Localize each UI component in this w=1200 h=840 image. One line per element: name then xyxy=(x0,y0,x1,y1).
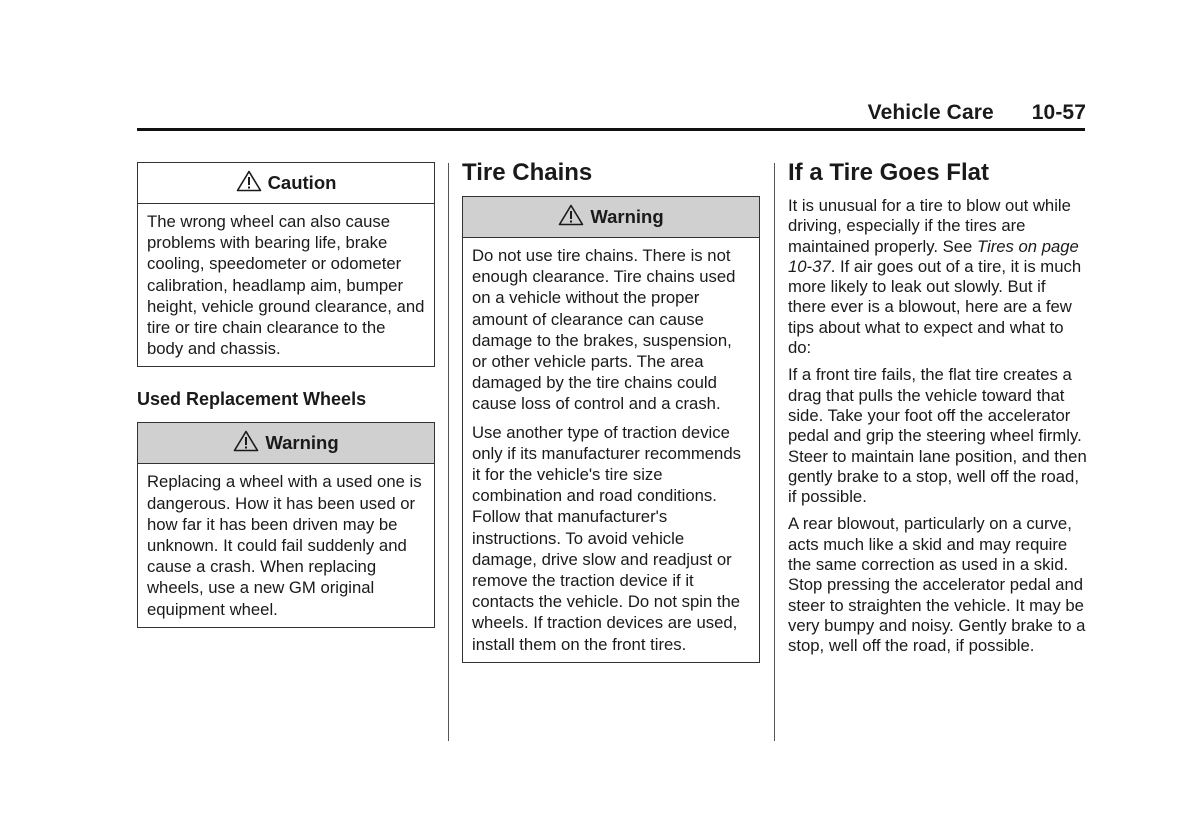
caution-title: Caution xyxy=(267,172,337,193)
caution-box xyxy=(137,162,435,367)
warning-box-header xyxy=(138,423,434,464)
tire-chains-heading: Tire Chains xyxy=(462,159,593,186)
caution-text xyxy=(138,204,434,366)
page-header xyxy=(868,101,1086,125)
warning-paragraph: Replacing a wheel with a used one is dangerous. How it has been used or how far it has been driven may be unknown. It could fail suddenly and cause a crash. When replacing wheels, use a new GM original equipment wheel. xyxy=(147,472,422,619)
body-text-run: . If air goes out of a tire, it is much more likely to leak out slowly. But if there ever is a blowout, here are a few tips about what to expect and what to do: xyxy=(788,256,1082,358)
used-replacement-wheels-heading: Used Replacement Wheels xyxy=(137,389,367,410)
warning-paragraph: Do not use tire chains. There is not enough clearance. Tire chains used on a vehicle without the proper amount of clearance can cause damage to the brakes, suspension, or other vehicle parts. The area damaged by the tire chains could cause loss of control and a crash. xyxy=(472,246,736,414)
column-divider xyxy=(774,163,775,741)
warning-text xyxy=(138,464,434,626)
flat-tire-body xyxy=(788,196,1088,657)
body-paragraph xyxy=(788,196,1088,358)
warning-triangle-icon xyxy=(236,170,262,192)
column-divider xyxy=(448,163,449,741)
body-paragraph: If a front tire fails, the flat tire creates a drag that pulls the vehicle toward that side. Take your foot off the accelerator pedal and grip the steering wheel firmly. Steer to maintain lane position, and then gently brake to a stop, well off the road, if possible. xyxy=(788,365,1087,507)
warning-triangle-icon xyxy=(558,204,584,226)
column-middle xyxy=(462,159,760,663)
column-right xyxy=(788,159,1088,657)
header-rule xyxy=(137,128,1085,131)
warning-box-header xyxy=(463,197,759,238)
warning-title: Warning xyxy=(265,432,339,454)
page-number: 10-57 xyxy=(1031,101,1086,124)
tires-page-reference-link[interactable]: Tires on page 10-37 xyxy=(788,236,1079,276)
body-text-run: It is unusual for a tire to blow out while driving, especially if the tires are maintained properly. See xyxy=(788,196,1071,256)
caution-box-header xyxy=(138,163,434,204)
body-paragraph: A rear blowout, particularly on a curve, acts much like a skid and may require the same correction as used in a skid. Stop pressing the accelerator pedal and steer to straighten the vehicle. It may be very bumpy and noisy. Gently brake to a stop, well off the road, if possible. xyxy=(788,514,1086,656)
warning-box-chains xyxy=(462,196,760,663)
column-left xyxy=(137,162,435,628)
caution-paragraph: The wrong wheel can also cause problems with bearing life, brake cooling, speedometer or odometer calibration, headlamp aim, bumper height, vehicle ground clearance, and tire or tire chain clearance to the body and chassis. xyxy=(147,212,425,359)
flat-tire-heading: If a Tire Goes Flat xyxy=(788,159,989,186)
warning-text xyxy=(463,238,759,662)
warning-paragraph: Use another type of traction device only if its manufacturer recommends it for the vehicle's tire size combination and road conditions. Follow that manufacturer's instructions. To avoid vehicle damage, drive slow and readjust or remove the traction device if it contacts the vehicle. Do not spin the wheels. If traction devices are used, install them on the front tires. xyxy=(472,422,741,654)
section-title: Vehicle Care xyxy=(867,101,994,124)
warning-triangle-icon xyxy=(233,430,259,452)
warning-title: Warning xyxy=(590,206,664,227)
warning-box-wheels xyxy=(137,422,435,627)
